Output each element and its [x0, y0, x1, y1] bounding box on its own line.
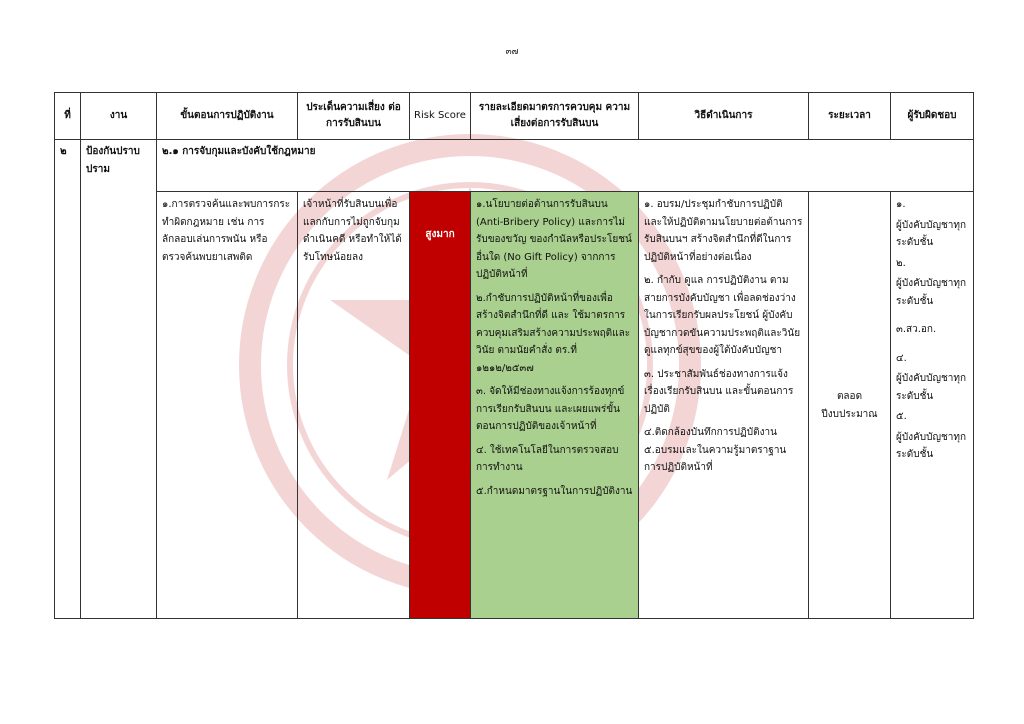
measure-item: ๔. ใช้เทคโนโลยีในการตรวจสอบการทำงาน — [476, 444, 619, 473]
risk-score-badge: สูงมาก — [410, 192, 471, 619]
header-methods: วิธีดำเนินการ — [639, 93, 809, 140]
responsible-item: ผู้บังคับบัญชาทุกระดับชั้น — [896, 373, 967, 402]
method-item: ๕.อบรมและในความรู้มาตราฐานการปฏิบัติหน้าที่ — [644, 444, 787, 473]
header-row — [55, 93, 974, 140]
measure-item: ๒.กำชับการปฏิบัติหน้าที่ของเพื่อสร้างจิตสำนึกที่ดี และ ใช้มาตรการควบคุมเสริมสร้างความประพฤติและวินัย ตามนัยคำสั่ง ตร.ที่ ๑๒๑๒/๒๕๓๗ — [476, 292, 631, 374]
responsible-item: ผู้บังคับบัญชาทุกระดับชั้น — [896, 278, 967, 307]
header-measures: รายละเอียดมาตรการควบคุม ความเสี่ยงต่อการรับสินบน — [471, 93, 639, 140]
header-no: ที่ — [55, 93, 81, 140]
header-period: ระยะเวลา — [809, 93, 891, 140]
section-title: ๒.๑ การจับกุมและบังคับใช้กฎหมาย — [157, 140, 974, 192]
method-item: ๔.ติดกล้องบันทึกการปฏิบัติงาน — [644, 427, 777, 438]
section-row — [55, 140, 974, 192]
step-cell: ๑.การตรวจค้นและพบการกระทำผิดกฎหมาย เช่น การลักลอบเล่นการพนัน หรือ ตรวจค้นพบยาเสพติด — [157, 192, 298, 619]
measure-item: ๑.นโยบายต่อต้านการรับสินบน (Anti-Bribery Policy) และการไม่รับของขวัญ ของกำนัลหรือประโยชน์อื่นใด (No Gift Policy) จากการปฏิบัติหน้าที่ — [476, 199, 632, 280]
measure-item: ๓. จัดให้มีช่องทางแจ้งการร้องทุกข์การเรียกรับสินบน และเผยแพร่ขั้นตอนการปฏิบัติของเจ้าหน้าที่ — [476, 386, 625, 432]
header-risk-score: Risk Score — [410, 93, 471, 140]
methods-cell — [639, 192, 809, 619]
responsible-item: ๑. — [896, 199, 906, 210]
risk-table — [54, 92, 974, 619]
measure-item: ๕.กำหนดมาตรฐานในการปฏิบัติงาน — [476, 485, 633, 497]
method-item: ๒. กำกับ ดูแล การปฏิบัติงาน ตามสายการบังคับบัญชา เพื่อลดช่องว่างในการเรียกรับผลประโยชน์ ผู้บังคับบัญชากวดขันความประพฤติและวินัย ดูแลทุกข์สุขของผู้ใต้บังคับบัญชา — [644, 275, 801, 356]
work-name: ป้องกันปราบปราม — [81, 140, 157, 619]
responsible-cell — [891, 192, 974, 619]
table-row — [55, 192, 974, 619]
responsible-item: ๒. — [896, 257, 906, 269]
responsible-item: ผู้บังคับบัญชาทุกระดับชั้น — [896, 431, 967, 460]
header-steps: ขั้นตอนการปฏิบัติงาน — [157, 93, 298, 140]
method-item: ๓. ประชาสัมพันธ์ช่องทางการแจ้งเรื่องเรียกรับสินบน และขั้นตอนการปฏิบัติ — [644, 368, 794, 415]
responsible-item: ๔. — [896, 352, 907, 364]
measures-cell — [471, 192, 639, 619]
row-number: ๒ — [55, 140, 81, 619]
responsible-item: ๓.สว.อก. — [896, 324, 937, 335]
risk-issue-cell: เจ้าหน้าที่รับสินบนเพื่อแลกกับการไม่ถูกจับกุมดำเนินคดี หรือทำให้ได้รับโทษน้อยลง — [298, 192, 410, 619]
header-risk-issue: ประเด็นความเสี่ยง ต่อการรับสินบน — [298, 93, 410, 140]
header-work: งาน — [81, 93, 157, 140]
page-number: ๓๗ — [505, 47, 519, 57]
responsible-item: ผู้บังคับบัญชาทุกระดับชั้น — [896, 219, 967, 248]
responsible-item: ๕. — [896, 411, 907, 422]
method-item: ๑. อบรม/ประชุมกำชับการปฏิบัติ และให้ปฏิบัติตามนโยบายต่อต้านการรับสินบนฯ สร้างจิตสำนึกที่ดีในการปฏิบัติหน้าที่อย่างต่อเนื่อง — [644, 199, 803, 263]
header-responsible: ผู้รับผิดชอบ — [891, 93, 974, 140]
period-cell: ตลอดปีงบประมาณ — [809, 192, 891, 619]
